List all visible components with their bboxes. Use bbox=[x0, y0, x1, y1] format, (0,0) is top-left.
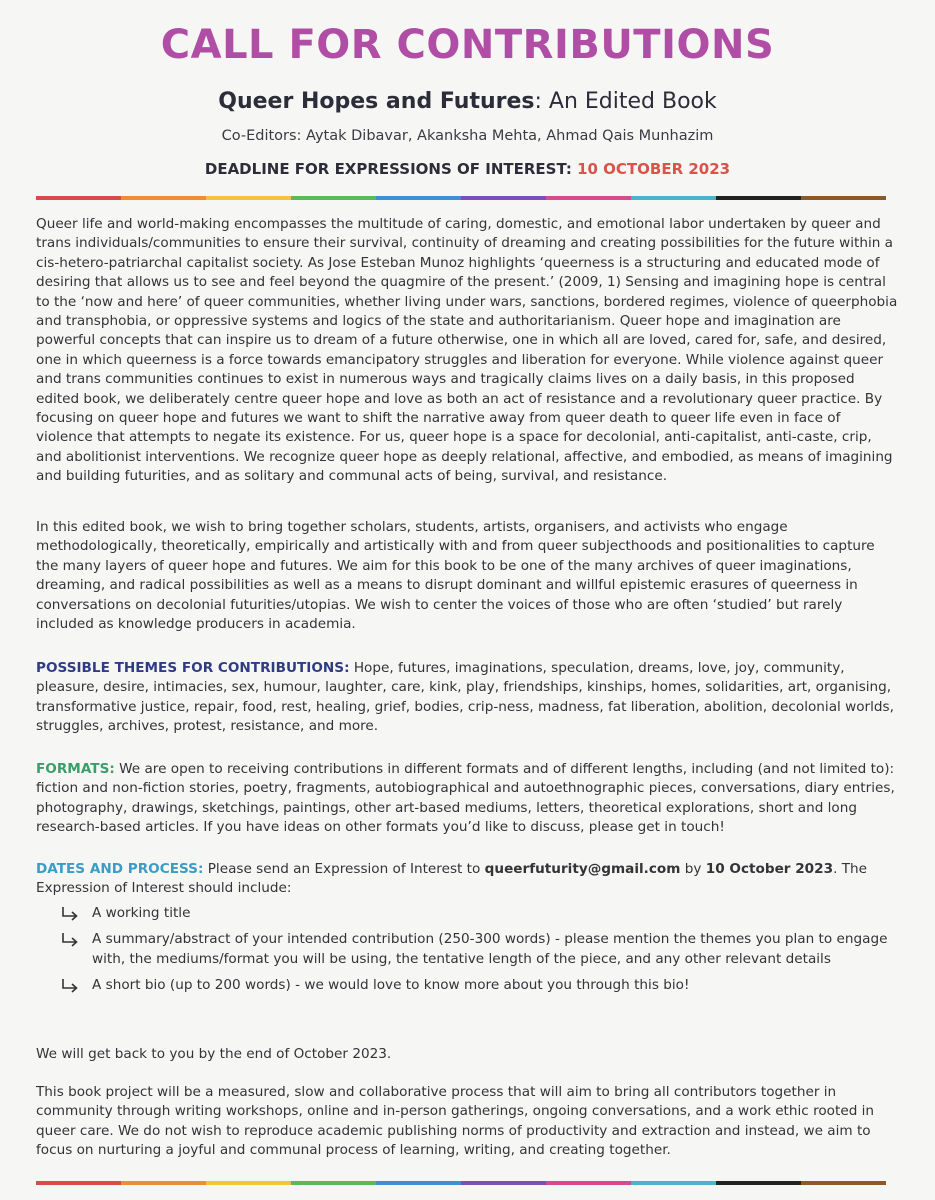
rainbow-segment bbox=[801, 196, 886, 200]
formats-paragraph bbox=[36, 760, 898, 838]
rainbow-segment bbox=[206, 196, 291, 200]
rainbow-segment bbox=[376, 1181, 461, 1185]
rainbow-segment bbox=[546, 1181, 631, 1185]
list-item-text: A summary/abstract of your intended contribution (250-300 words) - please mention the themes you plan to engage with, the mediums/format you will be using, the tentative length of the piece, and any other relevant details bbox=[92, 931, 888, 967]
email-link[interactable]: queerfuturity@gmail.com bbox=[484, 861, 681, 877]
rainbow-segment bbox=[631, 196, 716, 200]
return-arrow-icon bbox=[60, 906, 80, 922]
rainbow-segment bbox=[121, 1181, 206, 1185]
list-item-text: A working title bbox=[92, 905, 191, 921]
dates-text-2: by bbox=[680, 861, 706, 877]
rainbow-segment bbox=[546, 196, 631, 200]
followup-paragraph: We will get back to you by the end of October 2023. bbox=[36, 1046, 392, 1062]
closing-paragraph: This book project will be a measured, slow and collaborative process that will aim to bring all contributors together in community through writing workshops, online and in-person gatherings, ongoing conversations, and a work ethic rooted in queer care. We do not wish to reproduce academic publishing norms of productivity and extraction and instead, we aim to focus on nurturing a joyful and communal process of learning, writing, and creating together. bbox=[36, 1084, 875, 1159]
book-title-suffix: : An Edited Book bbox=[534, 89, 717, 114]
deadline-date: 10 OCTOBER 2023 bbox=[577, 160, 731, 178]
deadline-banner bbox=[0, 160, 935, 178]
page-title: CALL FOR CONTRIBUTIONS bbox=[160, 22, 775, 68]
rainbow-segment bbox=[461, 196, 546, 200]
return-arrow-icon bbox=[60, 978, 80, 994]
rainbow-segment bbox=[291, 196, 376, 200]
book-title bbox=[0, 89, 935, 114]
dates-label: DATES AND PROCESS: bbox=[36, 861, 204, 877]
rainbow-segment bbox=[36, 196, 121, 200]
return-arrow-icon bbox=[60, 932, 80, 948]
rainbow-segment bbox=[36, 1181, 121, 1185]
list-item bbox=[36, 930, 898, 969]
dates-text-3: . The Expression of Interest should include: bbox=[36, 861, 867, 897]
rainbow-segment bbox=[376, 196, 461, 200]
dates-paragraph bbox=[36, 860, 898, 899]
rainbow-segment bbox=[716, 1181, 801, 1185]
rainbow-segment bbox=[716, 196, 801, 200]
rainbow-segment bbox=[121, 196, 206, 200]
list-item-text: A short bio (up to 200 words) - we would love to know more about you through this bio! bbox=[92, 977, 690, 994]
rainbow-segment bbox=[461, 1181, 546, 1185]
list-item bbox=[36, 976, 898, 995]
intro-paragraph: Queer life and world-making encompasses the multitude of caring, domestic, and emotional labor undertaken by queer and trans individuals/communities to ensure their survival, continuity of dreaming and creating possibilities for the future within a cis-hetero-patriarchal capitalist society. As Jose Esteban Munoz highlights ‘queerness is a structuring and educated mode of desiring that allows us to see and feel beyond the quagmire of the present.’ (2009, 1) Sensing and imagining hope is central to the ‘now and here’ of queer communities, whether living under wars, sanctions, bordered regimes, violence of queerphobia and transphobia, or oppressive systems and logics of the state and authoritarianism. Queer hope and imagination are powerful concepts that can inspire us to dream of a future otherwise, one in which all are loved, cared for, safe, and desired, one in which queerness is a force towards emancipatory struggles and liberation for everyone. While violence against queer and trans communities continues to exist in numerous ways and tragically claims lives on a daily basis, in this proposed edited book, we deliberately centre queer hope and love as both an act of resistance and a revolutionary queer practice. By focusing on queer hope and futures we want to shift the narrative away from queer death to queer life even in face of violence that attempts to negate its existence. For us, queer hope is a space for decolonial, anti-capitalist, anti-caste, crip, and abolitionist interventions. We recognize queer hope as deeply relational, affective, and embodied, as means of imagining and building futurities, and as solitary and communal acts of being, survival, and resistance. bbox=[36, 216, 898, 485]
formats-text: We are open to receiving contributions in different formats and of different lengths, including (and not limited to): fiction and non-fiction stories, poetry, fragments, autobiographical and autoethnographic pieces, conversations, diary entries, photography, drawings, sketchings, paintings, other art-based mediums, letters, theoretical explorations, short and long research-based articles. If you have ideas on other formats you’d like to discuss, please get in touch! bbox=[36, 761, 895, 836]
book-aim-paragraph: In this edited book, we wish to bring together scholars, students, artists, organisers, and activists who engage methodologically, theoretically, empirically and artistically with and from queer subjecthoods and positionalities to capture the many layers of queer hope and futures. We aim for this book to be one of the many archives of queer imaginations, dreaming, and radical possibilities as well as a means to disrupt dominant and willful epistemic erasures of queerness in conversations on decolonial futurities/utopias. We wish to center the voices of those who are often ‘studied’ but rarely included as knowledge producers in academia. bbox=[36, 519, 875, 633]
deadline-label: DEADLINE FOR EXPRESSIONS OF INTEREST: bbox=[204, 160, 578, 178]
dates-text-1: Please send an Expression of Interest to bbox=[203, 861, 485, 877]
themes-label: POSSIBLE THEMES FOR CONTRIBUTIONS: bbox=[36, 660, 350, 676]
themes-text: Hope, futures, imaginations, speculation, dreams, love, joy, community, pleasure, desire, intimacies, sex, humour, laughter, care, kink, play, friendships, kinships, homes, solidarities, art, organising, transformative justice, repair, food, rest, healing, grief, bodies, crip-ness, madness, fat liberation, abolition, decolonial worlds, struggles, archives, protest, resistance, and more. bbox=[36, 660, 894, 735]
rainbow-segment bbox=[801, 1181, 886, 1185]
list-item bbox=[36, 904, 898, 923]
book-title-bold: Queer Hopes and Futures bbox=[218, 89, 535, 114]
rainbow-segment bbox=[206, 1181, 291, 1185]
rainbow-divider-top bbox=[36, 196, 886, 200]
rainbow-divider-bottom bbox=[36, 1181, 886, 1185]
requirements-list bbox=[36, 904, 898, 1003]
coeditors: Co-Editors: Aytak Dibavar, Akanksha Mehta, Ahmad Qais Munhazim bbox=[221, 128, 714, 144]
rainbow-segment bbox=[631, 1181, 716, 1185]
dates-deadline: 10 October 2023 bbox=[705, 861, 834, 877]
themes-paragraph bbox=[36, 659, 898, 737]
rainbow-segment bbox=[291, 1181, 376, 1185]
formats-label: FORMATS: bbox=[36, 761, 115, 777]
